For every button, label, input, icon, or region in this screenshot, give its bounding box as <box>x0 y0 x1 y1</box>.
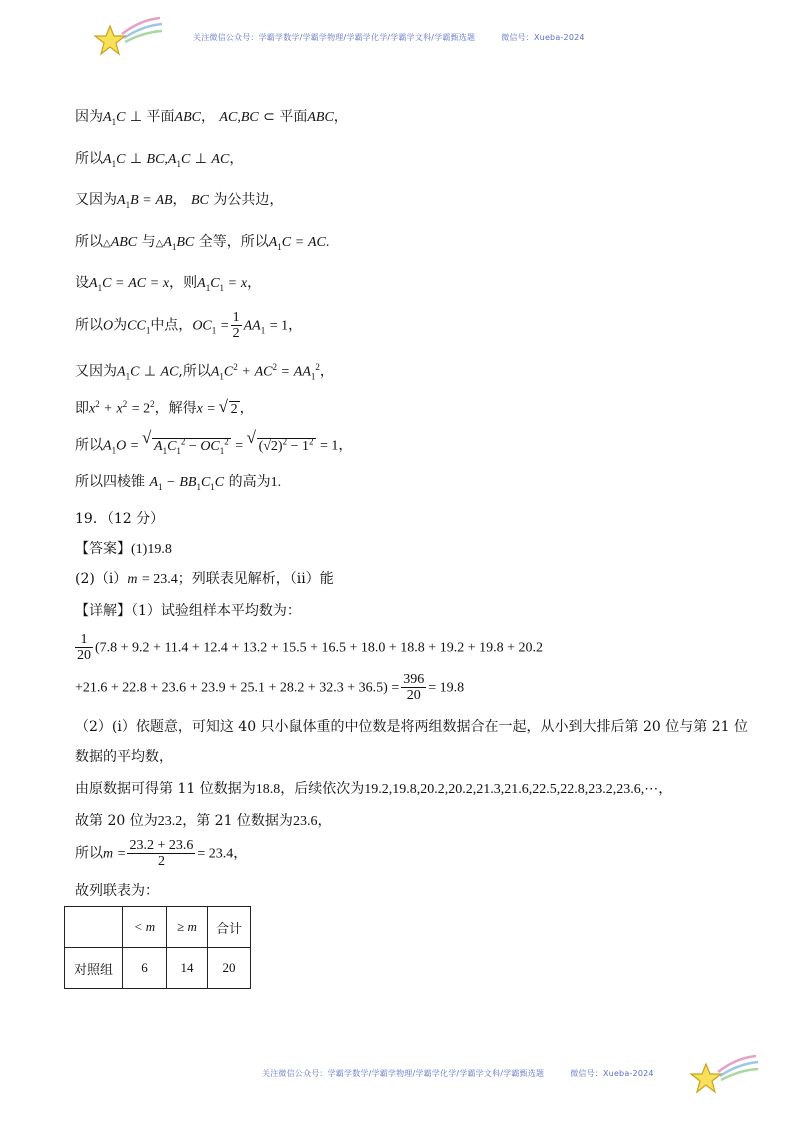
proof-line-10: 所以四棱锥 $A_1 - BB_1C_1C$ 的高为1. <box>75 474 282 492</box>
table-header-cell: 合计 <box>208 907 251 948</box>
part2-line-2: 数据的平均数， <box>75 749 173 765</box>
part2-line-1: （2）(i）依题意，可知这 40 只小鼠体重的中位数是将两组数据合在一起，从小到大排后第 20 位与第 21 位 <box>75 719 748 735</box>
part2-line-3: 由原数据可得第 11 位数据为18.8，后续依次为19.2,19.8,20.2,20.2,21.3,21.6,22.5,22.8,23.2,23.6,⋯， <box>75 781 673 797</box>
part2-line-6: 故列联表为： <box>75 883 159 899</box>
proof-line-9: 所以$A_1O$ = √ $A_1C_1^2 - OC_1^2$ = √ $(√2)^2 - 1^2 = 1$， <box>75 432 352 459</box>
star-logo-icon <box>688 1050 760 1098</box>
table-row <box>65 948 251 989</box>
detail-line-1: 【详解】（1）试验组样本平均数为： <box>75 603 301 619</box>
proof-line-6: 所以O为$CC_1$中点，$OC_1$ = $\frac{1}{2}$ $AA_1 = 1$， <box>75 310 303 341</box>
proof-line-4: 所以△ABC 与$\triangle A_1BC$ 全等，所以$A_1C$ = AC. <box>75 234 330 252</box>
question-title: 19．（12 分） <box>75 511 165 527</box>
page-header <box>193 32 585 43</box>
table-cell: 20 <box>208 948 251 989</box>
contingency-table <box>64 906 251 989</box>
footer-text: 关注微信公众号：学霸学数学/学霸学物理/学霸学化学/学霸学文科/学霸甄选题 <box>262 1069 545 1078</box>
table-header-cell: ≥ m <box>167 907 208 948</box>
table-header-cell: < m <box>123 907 167 948</box>
page-footer <box>262 1068 654 1079</box>
table-header-row <box>65 907 251 948</box>
proof-line-3: 又因为$A_1B$ = AB， BC 为公共边， <box>75 192 284 210</box>
table-cell: 14 <box>167 948 208 989</box>
table-cell: 对照组 <box>65 948 123 989</box>
answer-line-2: (2)（i）m = 23.4；列联表见解析，（ii）能 <box>75 571 334 587</box>
table-cell: 6 <box>123 948 167 989</box>
proof-line-1: 因为$A_1C$ ⊥ 平面ABC， AC,BC ⊂ 平面ABC， <box>75 109 348 127</box>
proof-line-7: 又因为$A_1C$ ⊥ AC,所以$A_1C^2 + AC^2 = AA_1^2$， <box>75 362 334 382</box>
part2-line-5: 所以m = $\frac{23.2 + 23.6}{2}$ = 23.4， <box>75 838 248 869</box>
answer-line: 【答案】(1)19.8 <box>75 541 172 557</box>
part2-line-4: 故第 20 位为23.2，第 21 位数据为23.6， <box>75 813 332 829</box>
proof-line-2: 所以$A_1C$ ⊥ $BC,A_1C$ ⊥ AC， <box>75 151 244 169</box>
header-text: 关注微信公众号：学霸学数学/学霸学物理/学霸学化学/学霸学文科/学霸甄选题 <box>193 33 476 42</box>
proof-line-8: 即$x^2 + x^2 = 2^2$，解得x = √ 2 ， <box>75 395 254 419</box>
proof-line-5: 设$A_1C$ = AC = x，则$A_1C_1 = x$， <box>75 275 262 293</box>
header-wechat: 微信号：Xueba-2024 <box>501 33 585 42</box>
footer-wechat: 微信号：Xueba-2024 <box>570 1069 654 1078</box>
table-header-cell <box>65 907 123 948</box>
mean-line-2: +21.6 + 22.8 + 23.6 + 23.9 + 25.1 + 28.2 + 32.3 + 36.5) = $\frac{396}{20}$ = 19.8 <box>75 672 465 703</box>
mean-line-1: $\frac{1}{20}$ (7.8 + 9.2 + 11.4 + 12.4 + 13.2 + 15.5 + 16.5 + 18.0 + 18.8 + 19.2 + 19.8 + 20.2 <box>77 632 543 663</box>
star-logo-icon <box>92 12 164 60</box>
